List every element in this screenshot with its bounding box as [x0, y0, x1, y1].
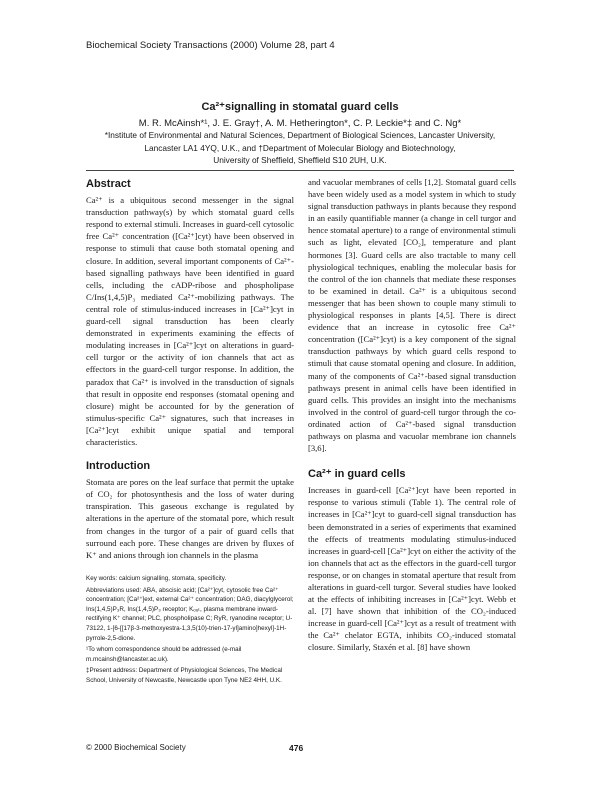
abstract-text: Ca²⁺ is a ubiquitous second messenger in the signal transduction pathway(s) by which stomatal guard cells respond to external stimuli. Increases in guard-cell cytosolic free Ca²⁺ concentration ([Ca²⁺]cyt) have been observed in response to stimuli that cause both stomatal opening and closure. In addition, several important components of Ca²⁺-based signalling pathways have been identified in guard cells, including the cADP-ribose and phospholipase C/Ins(1,4,5)P₃ mediated Ca²⁺-mobilizing pathways. The central role of stimulus-induced increases in [Ca²⁺]cyt in guard-cell signal transduction has been clearly demonstrated in experiments examining the effects of modulating increases in [Ca²⁺]cyt on alterations in guard-cell turgor or the activity of ion channels that act as effectors in the guard-cell turgor response. In addition, the paradox that Ca²⁺ is involved in the transduction of signals that result in opposite end responses (stomatal opening and closure) might be accounted for by the generation of stimulus-specific Ca²⁺ signatures, such that increases in [Ca²⁺]cyt exhibit unique spatial and temporal characteristics.: [86, 195, 294, 447]
correspondence-note: ¹To whom correspondence should be addressed (e-mail m.mcainsh@lancaster.ac.uk).: [86, 646, 242, 663]
affiliation-line-1: *Institute of Environmental and Natural Sciences, Department of Biological Sciences, Lancaster University,: [104, 130, 496, 140]
left-column: [86, 176, 294, 561]
affiliation-line-3: University of Sheffield, Sheffield S10 2UH, U.K.: [213, 155, 387, 165]
article-title: Ca²⁺signalling in stomatal guard cells: [201, 101, 399, 113]
key-words: Key words: calcium signalling, stomata, specificity.: [86, 575, 227, 582]
abstract-heading: Abstract: [86, 178, 131, 190]
title-divider: [86, 170, 514, 171]
present-address-note: ‡Present address: Department of Physiological Sciences, The Medical School, University of Newcastle, Newcastle upon Tyne NE2 4HH, U.K.: [86, 667, 283, 684]
title-block: [86, 100, 514, 167]
introduction-heading: Introduction: [86, 460, 151, 473]
abbreviations: Abbreviations used: ABA, abscisic acid; [Ca²⁺]cyt, cytosolic free Ca²⁺ concentration; [Ca²⁺]ext, external Ca²⁺ concentration; DAG, diacylglycerol; Ins(1,4,5)P₃R, Ins(1,4,5)P₃ receptor; Kₒᵤₜ, plasma membrane inward-rectifying K⁺ channel; PLC, phospholipase C; RyR, ryanodine receptor; U-73122, 1-[6-[[17β-3-methoxyestra-1,3,5(10)-trien-17-yl]amino]hexyl]-1H-pyrrole-2,5-dione.: [86, 586, 294, 642]
journal-header: Biochemical Society Transactions (2000) Volume 28, part 4: [86, 40, 335, 51]
author-list: M. R. McAinsh*¹, J. E. Gray†, A. M. Hetherington*, C. P. Leckie*‡ and C. Ng*: [138, 118, 462, 129]
page-number: 476: [289, 743, 304, 753]
introduction-text: Stomata are pores on the leaf surface that permit the uptake of CO₂ for photosynthesis and the loss of water during transpiration. This gaseous exchange is regulated by alterations in the aperture of the stomatal pore, which result from changes in the turgor of a pair of guard cells that surround each pore. These changes are driven by fluxes of K⁺ and anions through ion channels in the plasma: [86, 477, 294, 560]
affiliation-line-2: Lancaster LA1 4YQ, U.K., and †Department of Molecular Biology and Biotechnology,: [144, 142, 456, 153]
right-column: [308, 176, 516, 654]
copyright: © 2000 Biochemical Society: [86, 743, 186, 752]
guard-cells-text: Increases in guard-cell [Ca²⁺]cyt have been reported in response to various stimuli (Table 1). The central role of increases in [Ca²⁺]cyt to guard-cell signal transduction has been demonstrated in a series of experiments that examined the effects of treatments modulating stimulus-induced increases in guard-cell [Ca²⁺]cyt on either the activity of the ion channels that act as the effectors in the guard-cell turgor response, or on changes in stomatal aperture that result from alterations in guard-cell turgor. Several studies have looked at the effects of inhibiting increases in [Ca²⁺]cyt. Webb et al. [7] have shown that inhibition of the CO₂-induced increase in guard-cell [Ca²⁺]cyt as a result of treatment with the Ca²⁺ chelator EGTA, inhibits CO₂-induced stomatal closure. Similarly, Staxén et al. [8] have shown: [308, 485, 516, 653]
introduction-continued-text: and vacuolar membranes of cells [1,2]. Stomatal guard cells have been widely used as a model system in which to study signal transduction pathways in plants because they respond in an easily quantifiable manner (a change in cell turgor and hence stomatal aperture) to a range of environmental stimuli such as light, elevated [CO₂], temperature and plant hormones [3]. Guard cells are also tractable to many cell physiological techniques, enabling the molecular basis for the control of the ion channels that mediate these responses to be examined in detail. Ca²⁺ is a ubiquitous second messenger that has been shown to couple many stimuli to physiological responses in plants [4,5]. There is direct evidence that an increase in cytosolic free Ca²⁺ concentration ([Ca²⁺]cyt) is a key component of the signal transduction pathways by which guard cells respond to stimuli that cause stomatal opening and closure. In addition, many of the components of Ca²⁺-based signal transduction pathways present in animal cells have been identified in guard cells. This provides an insight into the mechanisms involved in the control of guard-cell turgor through the co-ordinated action of Ca²⁺-based signal transduction pathways on plasma and vacuolar membrane ion channels [3,6].: [308, 177, 516, 454]
footnotes: [86, 574, 294, 688]
guard-cells-heading: Ca²⁺ in guard cells: [308, 468, 406, 481]
